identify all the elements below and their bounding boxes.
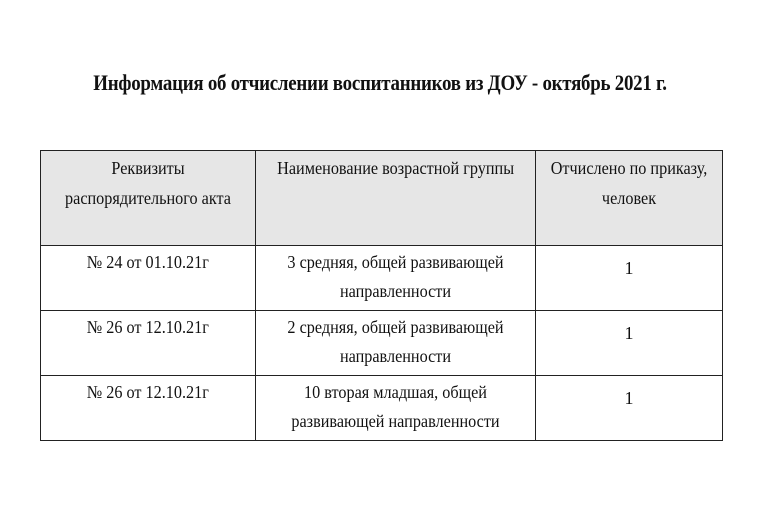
count-cell: 1 bbox=[536, 376, 723, 441]
header-group-name: Наименование возрастной группы bbox=[256, 151, 536, 246]
header-dismissed-count: Отчислено по приказу, человек bbox=[536, 151, 723, 246]
count-cell: 1 bbox=[536, 311, 723, 376]
dismissal-table bbox=[40, 150, 723, 441]
table-header-row bbox=[41, 151, 723, 246]
table-row bbox=[41, 246, 723, 311]
group-cell: 10 вторая младшая, общей развивающей направленности bbox=[256, 376, 536, 441]
group-cell: 2 средняя, общей развивающей направленности bbox=[256, 311, 536, 376]
act-cell: № 24 от 01.10.21г bbox=[41, 246, 256, 311]
act-cell: № 26 от 12.10.21г bbox=[41, 311, 256, 376]
table-row bbox=[41, 311, 723, 376]
act-cell: № 26 от 12.10.21г bbox=[41, 376, 256, 441]
header-act-details: Реквизиты распорядительного акта bbox=[41, 151, 256, 246]
count-cell: 1 bbox=[536, 246, 723, 311]
group-cell: 3 средняя, общей развивающей направленности bbox=[256, 246, 536, 311]
document-title: Информация об отчислении воспитанников из ДОУ - октябрь 2021 г. bbox=[93, 70, 667, 95]
table-row bbox=[41, 376, 723, 441]
